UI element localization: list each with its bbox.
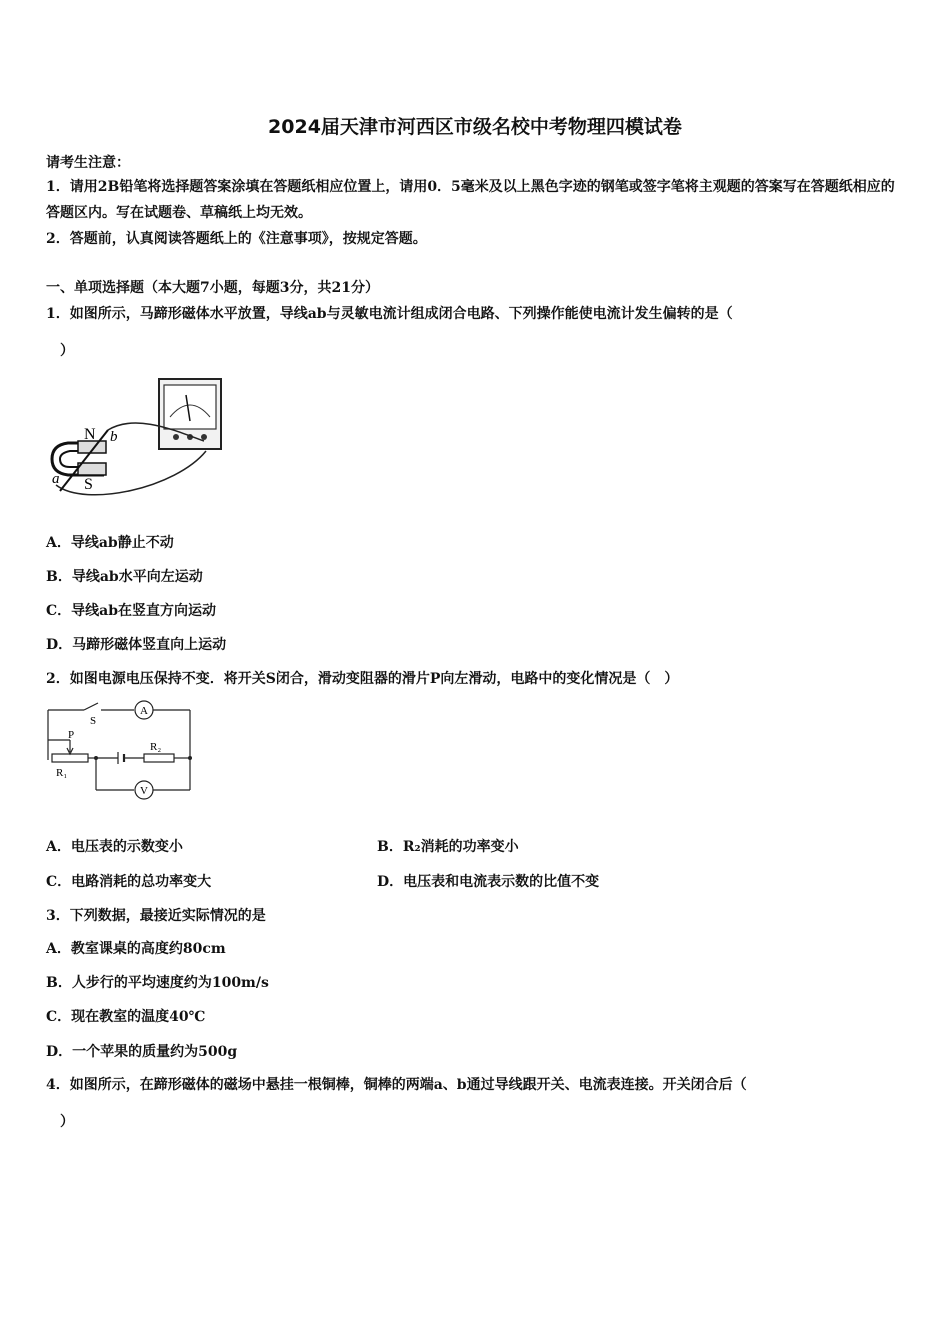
q1-label-n: N	[84, 426, 96, 443]
q3-option-b: B．人步行的平均速度约为100m/s	[46, 975, 269, 991]
q2-label-voltmeter: V	[140, 785, 148, 797]
q1-stem: 1．如图所示，马蹄形磁体水平放置，导线ab与灵敏电流计组成闭合电路、下列操作能使电流计发生偏转的是（	[46, 306, 733, 322]
q1-figure-magnet-galvanometer	[46, 373, 226, 505]
q1-label-s: S	[84, 476, 93, 493]
q2-figure-circuit	[44, 700, 196, 800]
q1-option-b: B．导线ab水平向左运动	[46, 569, 203, 585]
q2-label-r2: R₂	[150, 741, 162, 753]
notice-heading: 请考生注意：	[46, 155, 130, 171]
q1-label-a: a	[52, 471, 60, 487]
notice-item-2: 2．答题前，认真阅读答题纸上的《注意事项》，按规定答题。	[46, 231, 427, 247]
q2-label-r1: R₁	[56, 767, 68, 779]
q3-option-d: D．一个苹果的质量约为500g	[46, 1044, 238, 1060]
q2-option-d: D．电压表和电流表示数的比值不变	[377, 874, 600, 890]
q1-stem-end: ）	[60, 343, 74, 359]
q2-label-s: S	[90, 715, 97, 727]
q1-option-c: C．导线ab在竖直方向运动	[46, 603, 217, 619]
section-heading: 一、单项选择题（本大题7小题，每题3分，共21分）	[46, 280, 379, 296]
notice-item-1: 1．请用2B铅笔将选择题答案涂填在答题纸相应位置上，请用0．5毫米及以上黑色字迹的钢笔或签字笔将主观题的答案写在答题纸相应的答题区内。写在试题卷、草稿纸上均无效。	[46, 179, 895, 221]
q4-stem-end: ）	[60, 1114, 74, 1130]
q2-option-c: C．电路消耗的总功率变大	[46, 874, 212, 890]
q3-stem: 3．下列数据，最接近实际情况的是	[46, 908, 266, 924]
q2-label-ammeter: A	[140, 705, 148, 717]
q1-label-b: b	[110, 429, 118, 445]
exam-title: 2024届天津市河西区市级名校中考物理四模试卷	[268, 116, 682, 138]
q3-option-c: C．现在教室的温度40℃	[46, 1009, 206, 1025]
q4-stem: 4．如图所示，在蹄形磁体的磁场中悬挂一根铜棒，铜棒的两端a、b通过导线跟开关、电流表连接。开关闭合后（	[46, 1077, 747, 1093]
q2-option-a: A．电压表的示数变小	[46, 839, 183, 855]
q1-option-a: A．导线ab静止不动	[46, 535, 174, 551]
q3-option-a: A．教室课桌的高度约80cm	[46, 941, 226, 957]
q2-label-p: P	[68, 729, 75, 741]
q1-option-d: D．马蹄形磁体竖直向上运动	[46, 637, 227, 653]
q2-stem: 2．如图电源电压保持不变．将开关S闭合，滑动变阻器的滑片P向左滑动，电路中的变化情况是（ ）	[46, 671, 679, 687]
q2-option-b: B．R₂消耗的功率变小	[377, 839, 519, 855]
